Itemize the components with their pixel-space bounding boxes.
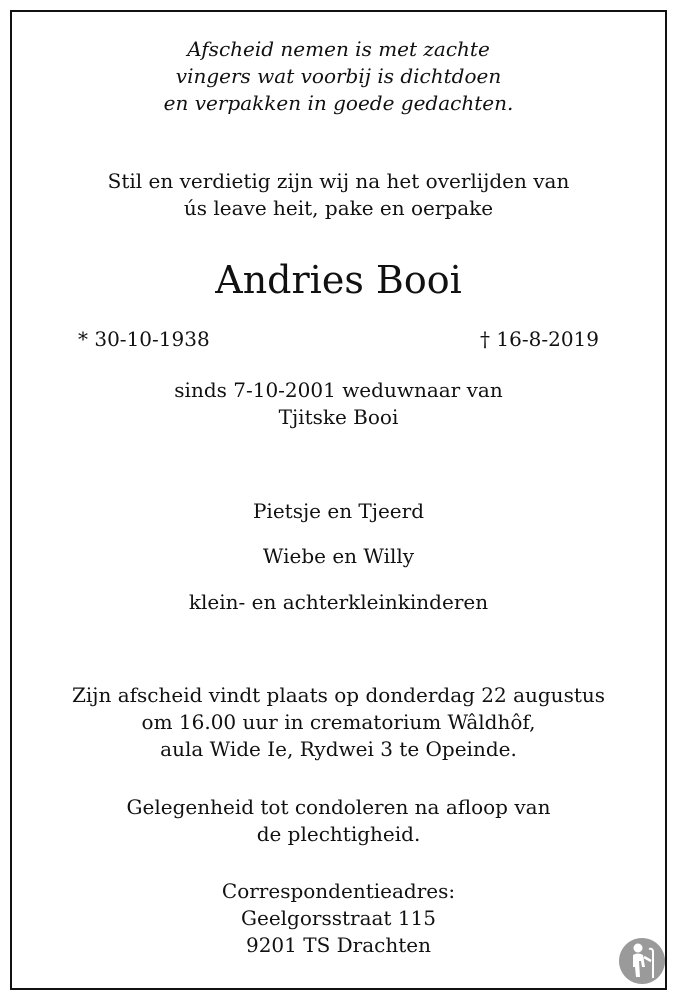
correspondence-label: Correspondentieadres: (221, 879, 456, 903)
ceremony-line-2: om 16.00 uur in crematorium Wâldhôf, (141, 710, 536, 734)
poem-line-2: vingers wat voorbij is dichtdoen (175, 64, 502, 88)
deceased-name: Andries Booi (215, 258, 462, 302)
widower-line-2: Tjitske Booi (278, 405, 399, 429)
ceremony-line-1: Zijn afscheid vindt plaats op donderdag 22 augustus (71, 683, 606, 707)
correspondence-street: Geelgorsstraat 115 (241, 906, 436, 930)
condolence-line-1: Gelegenheid tot condoleren na afloop van (126, 795, 551, 819)
poem-line-3: en verpakken in goede gedachten. (163, 91, 514, 115)
correspondence-city: 9201 TS Drachten (245, 933, 431, 957)
condolence-line-2: de plechtigheid. (256, 822, 421, 846)
death-date: † 16-8-2019 (480, 327, 599, 351)
poem-line-1: Afscheid nemen is met zachte (187, 37, 490, 61)
ceremony-line-3: aula Wide Ie, Rydwei 3 te Opeinde. (160, 737, 517, 761)
intro-line-1: Stil en verdietig zijn wij na het overlijden van (107, 169, 570, 193)
figure-with-cane-logo-icon (618, 937, 666, 985)
family-line-2: Wiebe en Willy (262, 544, 415, 568)
intro-line-2: ús leave heit, pake en oerpake (183, 196, 494, 220)
family-line-1: Pietsje en Tjeerd (252, 499, 425, 523)
family-line-3: klein- en achterkleinkinderen (188, 590, 489, 614)
birth-date: * 30-10-1938 (78, 327, 210, 351)
widower-line-1: sinds 7-10-2001 weduwnaar van (174, 378, 503, 402)
